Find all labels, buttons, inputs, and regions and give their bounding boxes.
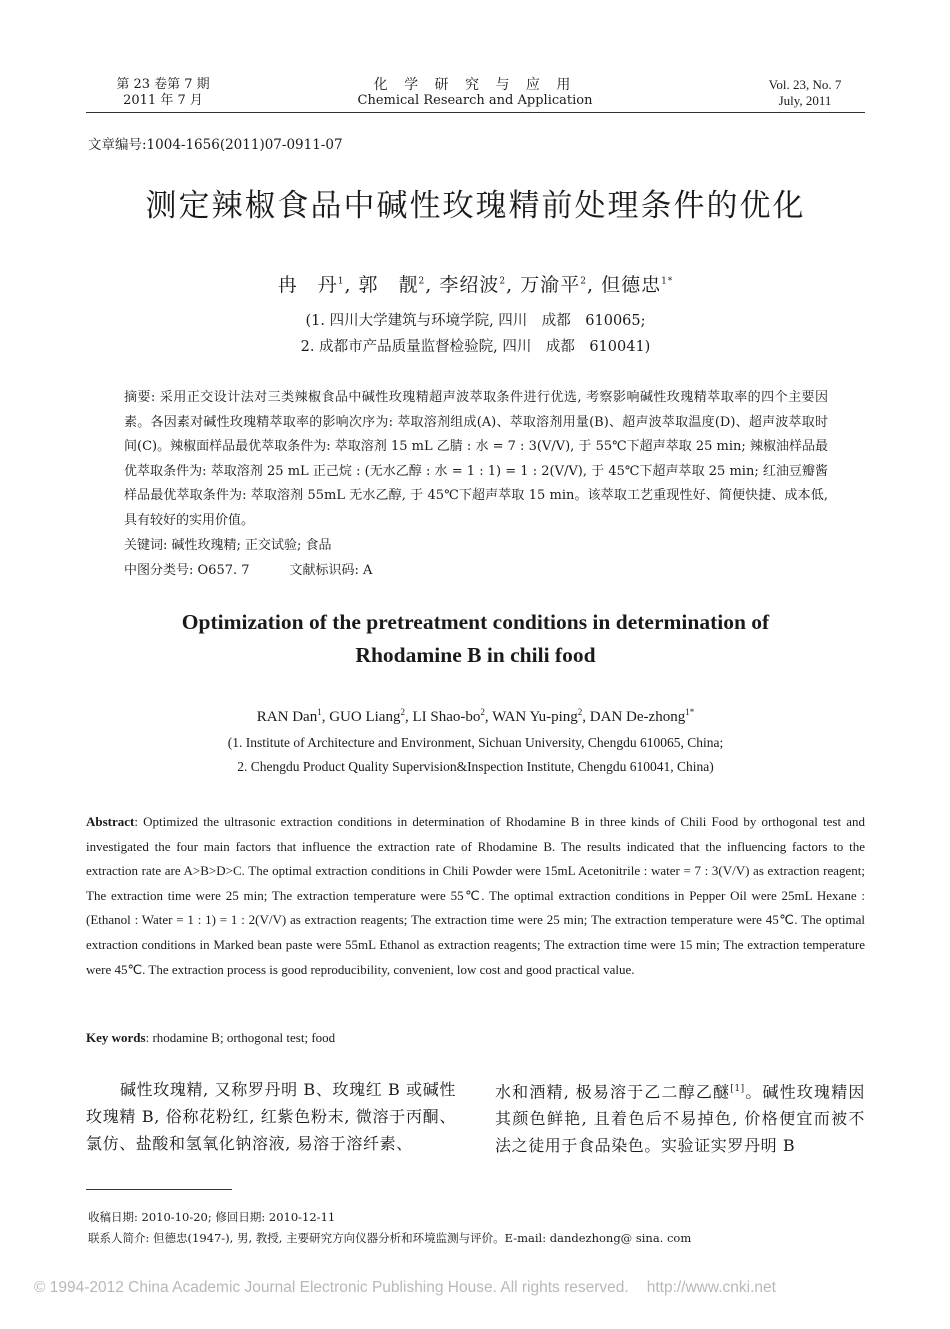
clc-number: 中图分类号: O657. 7 (124, 563, 250, 578)
author-sup: 2 (400, 707, 405, 717)
title-en (86, 606, 865, 672)
copyright-url[interactable]: http://www.cnki.net (646, 1279, 776, 1296)
body-column-left (86, 1076, 456, 1157)
author-en: WAN Yu-ping (492, 709, 578, 725)
affiliation-cn-1: (1. 四川大学建筑与环境学院, 四川 成都 610065; (305, 313, 646, 329)
author-en: DAN De-zhong (589, 709, 686, 725)
abstract-en-text: : Optimized the ultrasonic extraction conditions in determination of Rhodamine B in three kinds of Chili Food by orthogonal test and investigated the four main factors that influence the extraction rate of Rhodamine B. The results indicated that the influencing factors to the extraction rate are A>B>D>C. The optimal extraction conditions in Chili Powder were 15mL Acetonitrile : water = 7 : 3(V/V) as extraction reagent; The extraction time were 25 min; The extraction temperature were 55℃. The optimal extraction conditions in Pepper Oil were 25mL Hexane : (Ethanol : Water = 1 : 1) = 1 : 2(V/V) as extraction reagents; The extraction time were 25 min; The extraction temperature were 45℃. The optimal extraction conditions in Marked bean paste were 55mL Ethanol as extraction reagents; The extraction time were 15 min; The extraction temperature were 45℃. The extraction process is good reproducibility, convenient, low cost and good practical value. (86, 814, 865, 977)
title-en-line-2: Rhodamine B in chili food (355, 643, 596, 667)
author-cn: 李绍波 (439, 274, 500, 296)
abstract-cn: 摘要: 采用正交设计法对三类辣椒食品中碱性玫瑰精超声波萃取条件进行优选, 考察影响碱性玫瑰精萃取率的四个主要因素。各因素对碱性玫瑰精萃取率的影响次序为: 萃取溶剂组成(A)、萃取溶剂用量(B)、超声波萃取温度(D)、超声波萃取时间(C)。辣椒面样品最优萃取条件为: 萃取溶剂 15 mL 乙腈 : 水 = 7 : 3(V/V), 于 55℃下超声萃取 25 min; 辣椒油样品最优萃取条件为: 萃取溶剂 25 mL 正己烷 : (无水乙醇 : 水 = 1 : 1) = 1 : 2(V/V), 于 45℃下超声萃取 25 min; 红油豆瓣酱样品最优萃取条件为: 萃取溶剂 55mL 无水乙醇, 于 45℃下超声萃取 15 min。该萃取工艺重现性好、简便快捷、成本低, 具有较好的实用价值。 (124, 390, 828, 528)
keywords-en (86, 1030, 335, 1046)
abstract-en (86, 810, 865, 982)
affiliation-en-1: (1. Institute of Architecture and Environment, Sichuan University, Chengdu 610065, China; (227, 735, 724, 750)
authors-cn: 冉 丹$^1$, 郭 靓$^2$, 李绍波$^2$, 万渝平$^2$, 但德忠$^{1*}$ (277, 274, 674, 296)
keywords-en-text: : rhodamine B; orthogonal test; food (145, 1030, 336, 1045)
author-en: GUO Liang (329, 709, 401, 725)
copyright-text: © 1994-2012 China Academic Journal Electronic Publishing House. All rights reserved. (34, 1279, 629, 1296)
header-divider (86, 112, 865, 113)
title-cn: 测定辣椒食品中碱性玫瑰精前处理条件的优化 (145, 188, 806, 224)
footnote-dates: 收稿日期: 2010-10-20; 修回日期: 2010-12-11 (88, 1210, 336, 1224)
issue-volume-en: Vol. 23, No. 7 (768, 77, 842, 92)
affiliation-en-2: 2. Chengdu Product Quality Supervision&Inspection Institute, Chengdu 610041, China) (237, 759, 714, 774)
classification-line (124, 559, 372, 578)
footnote-contact: 联系人简介: 但德忠(1947-), 男, 教授, 主要研究方向仪器分析和环境监测与评价。E-mail: dandezhong@ sina. com (88, 1231, 692, 1245)
author-sup: 1 (317, 707, 322, 717)
journal-name-en: Chemical Research and Application (357, 93, 593, 108)
author-cn: 万渝平 (520, 274, 581, 296)
keywords-en-label: Key words (86, 1030, 146, 1045)
author-cn: 冉 丹 (277, 274, 338, 296)
body-text-right-pre: 水和酒精, 极易溶于乙二醇乙醚 (495, 1082, 731, 1102)
copyright-watermark (34, 1279, 776, 1297)
footnote-divider (86, 1189, 232, 1190)
body-text-left: 碱性玫瑰精, 又称罗丹明 B、玫瑰红 B 或碱性玫瑰精 B, 俗称花粉红, 红紫色粉末, 微溶于丙酮、氯仿、盐酸和氢氧化钠溶液, 易溶于溶纤素、 (86, 1080, 456, 1153)
author-cn: 郭 靓 (358, 274, 419, 296)
journal-issue-en (735, 77, 875, 109)
abstract-en-label: Abstract (86, 814, 135, 829)
author-sup: 2 (499, 276, 507, 287)
journal-issue-cn (103, 77, 223, 109)
author-sup: 1* (685, 707, 695, 717)
author-en: RAN Dan (256, 709, 318, 725)
body-text-right-post: 。碱性玫瑰精因其颜色鲜艳, 且着色后不易掉色, 价格便宜而被不法之徒用于食品染色。实验证实罗丹明 B (495, 1082, 865, 1156)
title-en-line-1: Optimization of the pretreatment conditions in determination of (181, 610, 770, 634)
journal-name-cn: 化 学 研 究 与 应 用 (373, 77, 577, 93)
author-sup: 2 (418, 276, 426, 287)
issue-date-en: July, 2011 (778, 93, 832, 108)
author-sup: 2 (480, 707, 485, 717)
author-sup: 2 (580, 276, 587, 287)
body-column-right (495, 1076, 865, 1159)
doc-code: 文献标识码: A (289, 563, 373, 578)
author-sup: 1* (661, 276, 674, 287)
author-sup: 2 (577, 707, 583, 717)
authors-en: RAN Dan$^1$, GUO Liang$^2$, LI Shao-$bo^2$, WAN Yu-ping$^2$, DAN De-zhong$^{1*}$ (256, 707, 695, 725)
citation-ref[interactable]: [1] (730, 1084, 745, 1094)
keywords-cn: 关键词: 碱性玫瑰精; 正交试验; 食品 (124, 538, 332, 553)
article-number: 文章编号:1004-1656(2011)07-0911-07 (88, 137, 343, 153)
issue-volume-cn: 第 23 卷第 7 期 (116, 77, 210, 92)
issue-date-cn: 2011 年 7 月 (123, 93, 203, 108)
affiliation-cn-2: 2. 成都市产品质量监督检验院, 四川 成都 610041) (300, 339, 651, 355)
journal-name (330, 77, 620, 109)
author-sup: 1 (337, 276, 345, 287)
author-en: LI Shao-bo (412, 709, 481, 725)
author-cn: 但德忠 (601, 274, 662, 296)
